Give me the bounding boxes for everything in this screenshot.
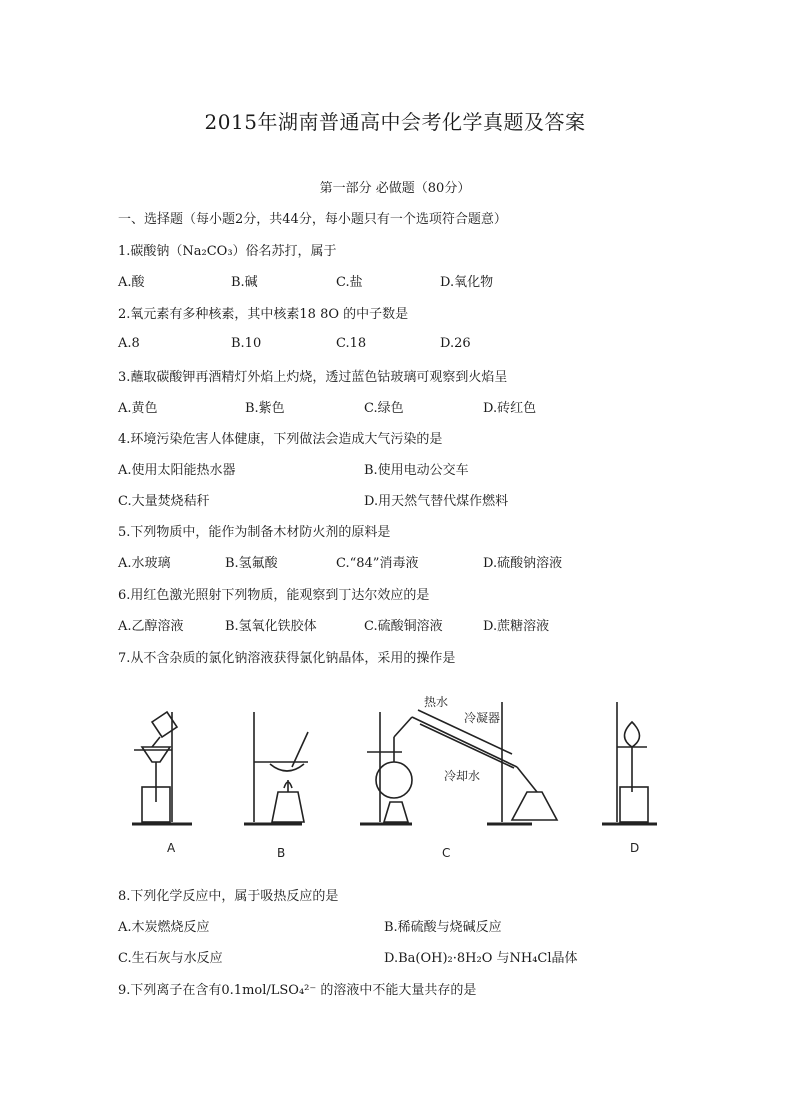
option: B.10 <box>231 336 262 351</box>
option: C.生石灰与水反应 <box>118 951 223 966</box>
page-title: 2015年湖南普通高中会考化学真题及答案 <box>204 110 586 134</box>
lab-apparatus-figure <box>112 692 692 867</box>
option: C.盐 <box>336 275 363 290</box>
option: A.乙醇溶液 <box>118 619 184 634</box>
question-stem: 5.下列物质中，能作为制备木材防火剂的原料是 <box>118 525 391 540</box>
option: D.Ba(OH)₂·8H₂O 与NH₄Cl晶体 <box>384 951 578 966</box>
option: D.蔗糖溶液 <box>483 619 550 634</box>
option: C.18 <box>336 336 367 351</box>
option: C.绿色 <box>364 401 404 416</box>
apparatus-a <box>132 712 192 824</box>
option: A.水玻璃 <box>118 556 171 571</box>
figure-annotation: 冷却水 <box>444 769 481 783</box>
figure-label-c: C <box>442 846 451 860</box>
part-heading: 第一部分 必做题（80分） <box>319 181 471 196</box>
option: D.26 <box>440 336 471 351</box>
option: D.氧化物 <box>440 275 494 290</box>
apparatus-d <box>602 702 657 824</box>
question-stem: 8.下列化学反应中，属于吸热反应的是 <box>118 889 339 904</box>
option: B.氢氟酸 <box>225 556 278 571</box>
apparatus-drawing <box>112 692 692 867</box>
option: B.碱 <box>231 275 258 290</box>
option: C.“84”消毒液 <box>336 556 419 571</box>
option: B.紫色 <box>245 401 285 416</box>
option: C.大量焚烧秸秆 <box>118 494 210 509</box>
section-heading: 一、选择题（每小题2分，共44分，每小题只有一个选项符合题意） <box>118 212 507 227</box>
option: B.稀硫酸与烧碱反应 <box>384 920 502 935</box>
option: A.8 <box>118 336 140 351</box>
figure-annotation: 热水 <box>424 695 449 709</box>
option: B.使用电动公交车 <box>364 463 469 478</box>
figure-annotation: 冷凝器 <box>464 711 501 725</box>
question-stem: 1.碳酸钠（Na₂CO₃）俗名苏打，属于 <box>118 244 337 259</box>
option: D.硫酸钠溶液 <box>483 556 563 571</box>
figure-label-a: A <box>167 841 176 855</box>
option: A.黄色 <box>118 401 158 416</box>
option: A.酸 <box>118 275 145 290</box>
question-stem: 2.氧元素有多种核素，其中核素18 8O 的中子数是 <box>118 307 409 322</box>
option: C.硫酸铜溶液 <box>364 619 443 634</box>
question-stem: 9.下列离子在含有0.1mol/LSO₄²⁻ 的溶液中不能大量共存的是 <box>118 983 477 998</box>
option: D.砖红色 <box>483 401 537 416</box>
apparatus-b <box>244 712 308 824</box>
question-stem: 7.从不含杂质的氯化钠溶液获得氯化钠晶体，采用的操作是 <box>118 651 456 666</box>
option: B.氢氧化铁胶体 <box>225 619 317 634</box>
apparatus-c <box>360 702 557 824</box>
option: D.用天然气替代煤作燃料 <box>364 494 509 509</box>
question-stem: 6.用红色激光照射下列物质，能观察到丁达尔效应的是 <box>118 588 430 603</box>
option: A.木炭燃烧反应 <box>118 920 210 935</box>
figure-label-b: B <box>277 846 286 860</box>
figure-label-d: D <box>630 841 640 855</box>
question-stem: 4.环境污染危害人体健康，下列做法会造成大气污染的是 <box>118 432 443 447</box>
option: A.使用太阳能热水器 <box>118 463 236 478</box>
question-stem: 3.蘸取碳酸钾再酒精灯外焰上灼烧，透过蓝色钴玻璃可观察到火焰呈 <box>118 370 508 385</box>
